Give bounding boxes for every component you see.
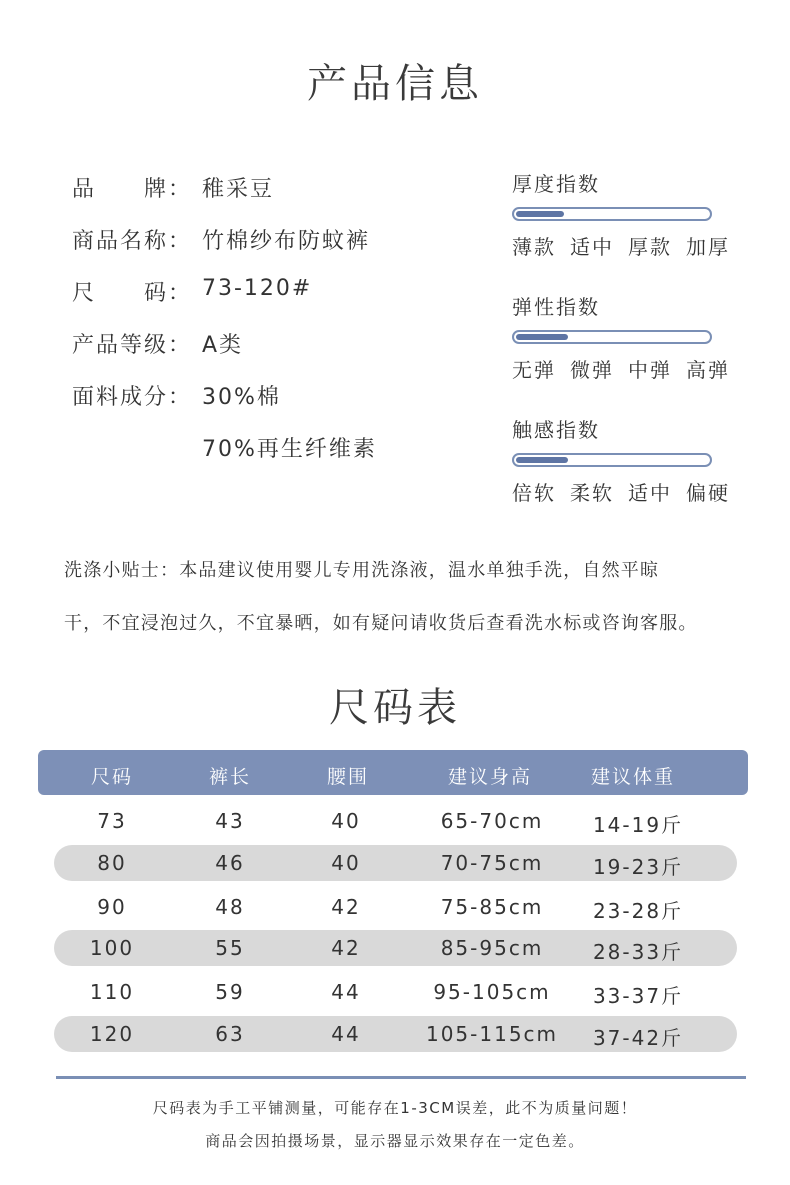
index-level: 微弹 [570, 358, 614, 382]
table-row [54, 930, 737, 966]
index-bar-fill [516, 457, 568, 463]
index-level: 无弹 [512, 358, 556, 382]
index-title: 弹性指数 [512, 295, 600, 319]
index-levels [512, 231, 742, 260]
table-row [54, 1016, 737, 1052]
index-bar-fill [516, 211, 564, 217]
cell: 28-33斤 [592, 940, 684, 964]
cell: 42 [331, 895, 361, 919]
info-value: 73-120# [202, 276, 313, 301]
index-level: 适中 [570, 235, 614, 259]
info-value: 70%再生纤维素 [202, 437, 377, 462]
index-bar [512, 453, 712, 467]
note-line1: 尺码表为手工平铺测量，可能存在1-3CM误差，此不为质量问题！ [152, 1099, 638, 1117]
cell: 85-95cm [440, 936, 544, 960]
cell: 37-42斤 [592, 1026, 684, 1050]
info-label: 尺 码： [72, 281, 193, 306]
washing-tips-line2: 干，不宜浸泡过久，不宜暴晒，如有疑问请收货后查看洗水标或咨询客服。 [64, 613, 698, 634]
cell: 14-19斤 [592, 813, 684, 837]
info-label: 商品名称： [72, 229, 193, 254]
softness-index [512, 414, 742, 506]
info-row-fabric-2 [72, 432, 377, 463]
cell: 44 [331, 1022, 361, 1046]
index-level: 偏硬 [686, 481, 730, 505]
cell: 95-105cm [433, 980, 551, 1004]
cell: 120 [89, 1022, 135, 1046]
info-label: 面料成分： [72, 385, 193, 410]
cell: 110 [89, 980, 135, 1004]
table-row [54, 974, 737, 1010]
header-cell: 裤长 [208, 766, 252, 788]
info-label [72, 432, 202, 463]
elasticity-index [512, 291, 742, 383]
index-level: 厚款 [628, 235, 672, 259]
index-title: 厚度指数 [512, 172, 600, 196]
table-row [54, 845, 737, 881]
header-cell: 腰围 [326, 766, 370, 788]
info-row-name [72, 224, 370, 255]
index-level: 中弹 [628, 358, 672, 382]
info-value: 稚采豆 [202, 177, 275, 202]
index-levels [512, 477, 742, 506]
table-row [54, 803, 737, 839]
cell: 80 [97, 851, 127, 875]
info-value: 竹棉纱布防蚊裤 [202, 229, 371, 254]
index-level: 柔软 [570, 481, 614, 505]
index-level: 加厚 [686, 235, 730, 259]
index-level: 适中 [628, 481, 672, 505]
info-row-fabric [72, 380, 281, 411]
cell: 42 [331, 936, 361, 960]
info-row-grade [72, 328, 243, 359]
index-bar [512, 330, 712, 344]
cell: 63 [215, 1022, 245, 1046]
header-cell: 建议身高 [447, 766, 533, 788]
cell: 70-75cm [440, 851, 544, 875]
cell: 73 [97, 809, 127, 833]
cell: 46 [215, 851, 245, 875]
cell: 55 [215, 936, 245, 960]
cell: 65-70cm [440, 809, 544, 833]
header-cell: 建议体重 [590, 766, 676, 788]
cell: 40 [331, 809, 361, 833]
size-table-header [38, 750, 748, 795]
index-levels [512, 354, 742, 383]
cell: 90 [97, 895, 127, 919]
index-bar [512, 207, 712, 221]
cell: 33-37斤 [592, 984, 684, 1008]
size-chart-title: 尺码表 [329, 685, 461, 731]
info-value: A类 [202, 333, 244, 358]
table-row [54, 889, 737, 925]
washing-tips-line1: 洗涤小贴士：本品建议使用婴儿专用洗涤液，温水单独手洗，自然平晾 [64, 560, 660, 581]
info-label: 产品等级： [72, 333, 193, 358]
cell: 48 [215, 895, 245, 919]
thickness-index [512, 168, 742, 260]
index-bar-fill [516, 334, 568, 340]
index-level: 薄款 [512, 235, 556, 259]
index-level: 高弹 [686, 358, 730, 382]
info-row-size [72, 276, 312, 307]
cell: 100 [89, 936, 135, 960]
cell: 105-115cm [425, 1022, 559, 1046]
cell: 75-85cm [440, 895, 544, 919]
info-label: 品 牌： [72, 177, 193, 202]
cell: 23-28斤 [592, 899, 684, 923]
divider [56, 1076, 746, 1079]
info-value: 30%棉 [202, 385, 281, 410]
header-cell: 尺码 [90, 766, 134, 788]
index-level: 倍软 [512, 481, 556, 505]
note-line2: 商品会因拍摄场景，显示器显示效果存在一定色差。 [205, 1132, 585, 1150]
cell: 19-23斤 [592, 855, 684, 879]
cell: 40 [331, 851, 361, 875]
index-title: 触感指数 [512, 418, 600, 442]
product-info-title: 产品信息 [307, 61, 483, 107]
cell: 59 [215, 980, 245, 1004]
info-row-brand [72, 172, 274, 203]
cell: 44 [331, 980, 361, 1004]
cell: 43 [215, 809, 245, 833]
